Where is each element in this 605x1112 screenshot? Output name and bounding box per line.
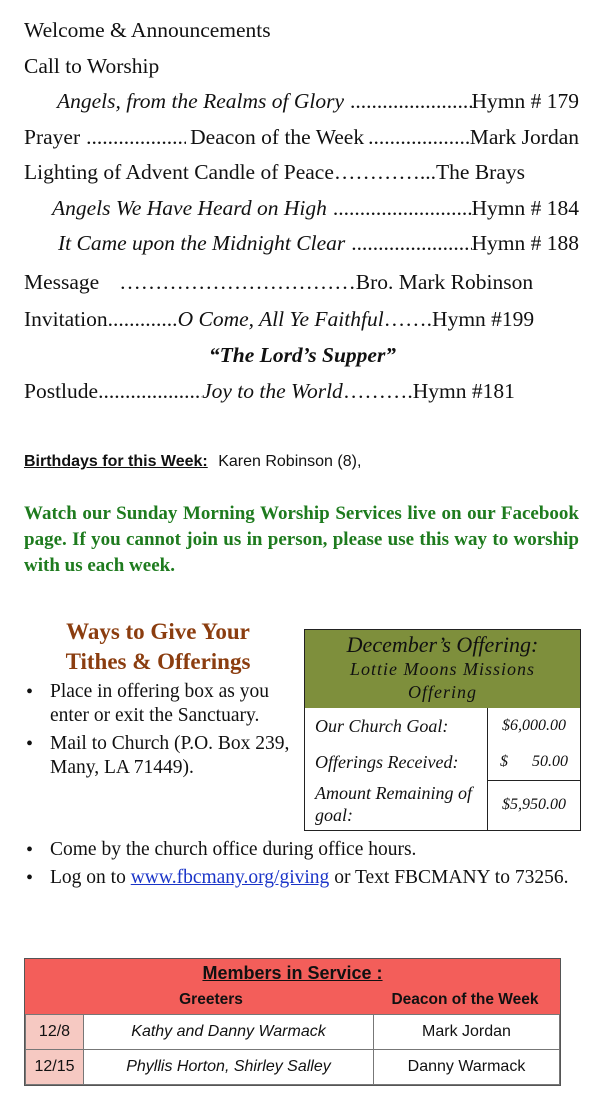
leader-dots: [368, 125, 470, 150]
prayer-name: Mark Jordan: [469, 125, 579, 149]
invitation-hymn-title: O Come, All Ye Faithful: [177, 307, 384, 331]
service-date: 12/8: [26, 1015, 84, 1050]
leader-dots: ……….: [342, 379, 413, 403]
deacon-name: Danny Warmack: [374, 1050, 560, 1085]
leader-dots: …….: [383, 307, 433, 331]
members-row: [26, 1015, 560, 1050]
hymn-number: Hymn # 184: [471, 196, 579, 220]
leader-dots: …………...: [333, 160, 437, 184]
offering-label: Amount Remaining of goal:: [305, 780, 488, 830]
hymn-title: Angels We Have Heard on High: [52, 196, 327, 220]
offering-row: [305, 708, 580, 744]
advent-row: [24, 160, 579, 185]
leader-dots: [98, 379, 202, 404]
giving-item-suffix: or Text FBCMANY to 73256.: [329, 867, 569, 888]
greeters-names: Kathy and Danny Warmack: [84, 1015, 374, 1050]
leader-dots: ……………………………: [119, 270, 356, 294]
ways-to-give-title-line2: Tithes & Offerings: [65, 649, 251, 674]
hymn-row-1: [57, 89, 579, 114]
hymn-row-3: [58, 231, 579, 256]
message-label: Message: [24, 270, 100, 294]
giving-item: • Come by the church office during office hours.: [24, 838, 584, 862]
giving-link[interactable]: www.fbcmany.org/giving: [130, 867, 330, 888]
prayer-role: Deacon of the Week: [190, 125, 365, 149]
hymn-number: Hymn # 179: [471, 89, 579, 113]
leader-dots: [350, 89, 471, 114]
birthdays-label: Birthdays for this Week:: [24, 453, 208, 470]
giving-item: • Place in offering box as you enter or exit the Sanctuary.: [24, 680, 294, 728]
facebook-notice: Watch our Sunday Morning Worship Services live on our Facebook page. If you cannot join us in person, please use this way to worship with us each week.: [24, 503, 579, 576]
call-to-worship: Call to Worship: [24, 54, 160, 78]
hymn-title: Angels, from the Realms of Glory: [57, 89, 345, 113]
offering-label: Our Church Goal:: [305, 708, 488, 744]
service-date: 12/15: [26, 1050, 84, 1085]
members-row: [26, 1050, 560, 1085]
hymn-number: Hymn # 188: [471, 231, 579, 255]
hymn-title: It Came upon the Midnight Clear: [58, 231, 346, 255]
offering-label: Offerings Received:: [305, 744, 488, 780]
postlude-hymn-title: Joy to the World: [202, 379, 343, 403]
hymn-number: Hymn #181: [412, 379, 515, 403]
giving-item: [24, 866, 584, 890]
members-table: [25, 1014, 560, 1085]
ways-to-give-title: [24, 617, 292, 677]
message-name: Bro. Mark Robinson: [355, 270, 534, 294]
hymn-number: Hymn #199: [432, 307, 535, 331]
leader-dots: [86, 125, 186, 150]
offering-table: [305, 708, 580, 830]
birthdays-value: Karen Robinson (8),: [218, 453, 362, 470]
offering-subtitle: Lottie Moons Missions Offering: [349, 659, 535, 702]
leader-dots: [351, 231, 471, 256]
ways-to-give-title-line1: Ways to Give Your: [66, 619, 250, 644]
members-title: Members in Service :: [202, 963, 383, 983]
giving-list-wide: [24, 838, 584, 894]
prayer-label: Prayer: [24, 125, 81, 149]
offering-value: $5,950.00: [488, 780, 581, 830]
offering-header: [305, 630, 580, 708]
leader-dots: [333, 196, 472, 221]
welcome-line: Welcome & Announcements: [24, 18, 271, 42]
giving-list: [24, 680, 294, 784]
postlude-row: [24, 379, 579, 404]
leader-dots: [108, 307, 178, 332]
deacon-header: Deacon of the Week: [391, 991, 539, 1008]
prayer-row: [24, 125, 579, 150]
advent-label: Lighting of Advent Candle of Peace: [24, 160, 334, 184]
message-row: [24, 270, 579, 295]
birthdays-line: [24, 453, 361, 471]
greeters-names: Phyllis Horton, Shirley Salley: [84, 1050, 374, 1085]
offering-box: [304, 629, 581, 831]
invitation-row: [24, 307, 579, 332]
greeters-header: Greeters: [179, 991, 243, 1008]
hymn-row-2: [52, 196, 579, 221]
advent-name: The Brays: [436, 160, 525, 184]
giving-item-prefix: Log on to: [50, 867, 131, 888]
offering-value: $6,000.00: [502, 717, 566, 734]
members-in-service: [24, 958, 561, 1086]
offering-title: December’s Offering:: [346, 632, 539, 657]
deacon-name: Mark Jordan: [374, 1015, 560, 1050]
members-header: [25, 959, 560, 1014]
lords-supper-heading: “The Lord’s Supper”: [208, 343, 397, 367]
postlude-label: Postlude: [24, 379, 99, 403]
invitation-label: Invitation: [24, 307, 108, 331]
offering-row: [305, 780, 580, 830]
giving-item: • Mail to Church (P.O. Box 239, Many, LA 71449).: [24, 732, 294, 780]
offering-value: $ 50.00: [500, 752, 568, 770]
offering-row: [305, 744, 580, 780]
